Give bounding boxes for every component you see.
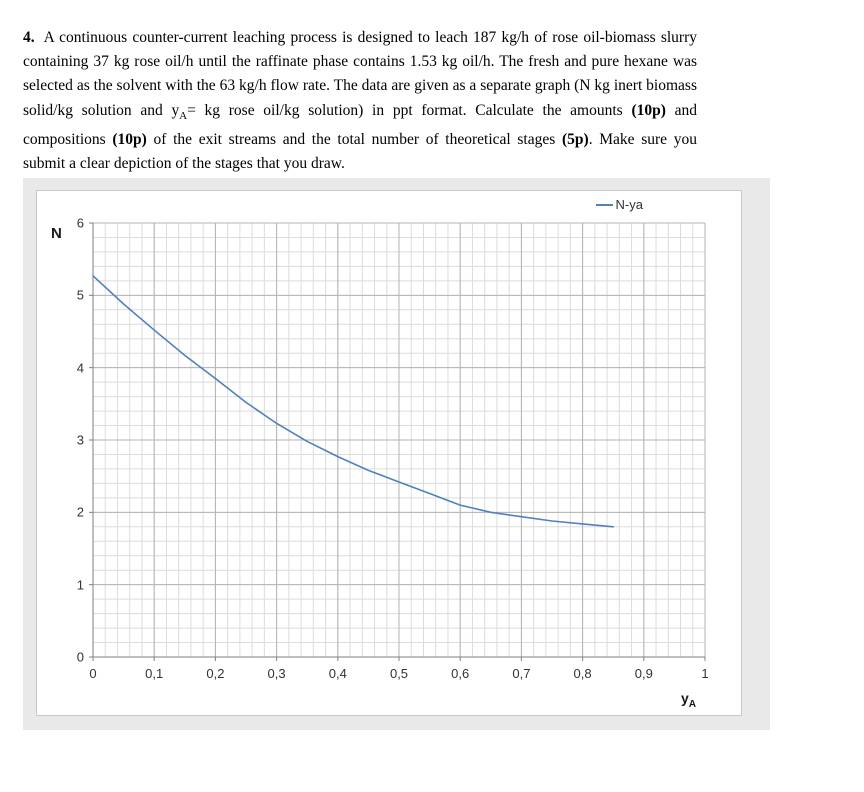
series-line-n-ya [93,276,613,527]
y-axis-title: N [51,225,62,242]
x-axis-title: $y_A$ [681,690,697,710]
x-tick-label: 0 [89,666,97,681]
chart-legend [596,197,643,212]
x-tick-label: 0,3 [267,666,286,681]
chart-frame [36,190,742,716]
chart-plot-svg [37,191,743,717]
major-gridlines [93,223,705,657]
problem-text-segment: of the exit streams and the total number of theoretical stages [146,130,562,148]
y-tick-label: 0 [76,649,84,665]
x-tick-label: 1 [701,666,709,681]
subscript-A: A [179,109,188,122]
chart-backdrop [23,178,770,730]
x-tick-label: 0,9 [634,666,653,681]
axes [89,223,705,661]
points-badge: (5p) [561,130,589,148]
problem-text-segment: = kg rose oil/kg solution) in ppt format. Calculate the amounts [187,101,632,119]
points-badge: (10p) [631,101,666,119]
problem-number: 4. [23,29,35,46]
x-tick-label: 0,4 [328,666,347,681]
y-tick-label: 4 [76,360,84,376]
problem-text-segment: . Make sure you submit a clear depiction of the stages that you draw. [23,130,698,173]
x-tick-label: 0,2 [206,666,225,681]
problem-text-segment: and compositions [23,101,697,148]
problem-text-segment: A continuous counter-current leaching process is designed to leach 187 kg/h of rose oil-biomass slurry containing 37 kg rose oil/h until the raffinate phase contains 1.53 kg oil/h. The fresh and pure hexane was selected as the solvent with the 63 kg/h flow rate. The data are given as a separate graph (N kg inert biomass solid/kg solution and y [23,29,697,119]
legend-label: N-ya [615,197,643,212]
x-tick-label: 0,1 [145,666,164,681]
y-tick-label: 3 [76,432,84,448]
x-tick-label: 0,8 [573,666,592,681]
problem-statement [23,26,697,176]
y-tick-label: 1 [76,577,84,593]
y-tick-label: 2 [76,504,84,520]
points-badge: (10p) [112,130,147,148]
x-tick-label: 0,7 [512,666,531,681]
y-tick-label: 6 [76,215,84,231]
x-tick-label: 0,5 [389,666,409,681]
x-tick-label: 0,6 [451,666,470,681]
y-tick-label: 5 [76,287,84,303]
legend-line-icon [596,204,613,206]
